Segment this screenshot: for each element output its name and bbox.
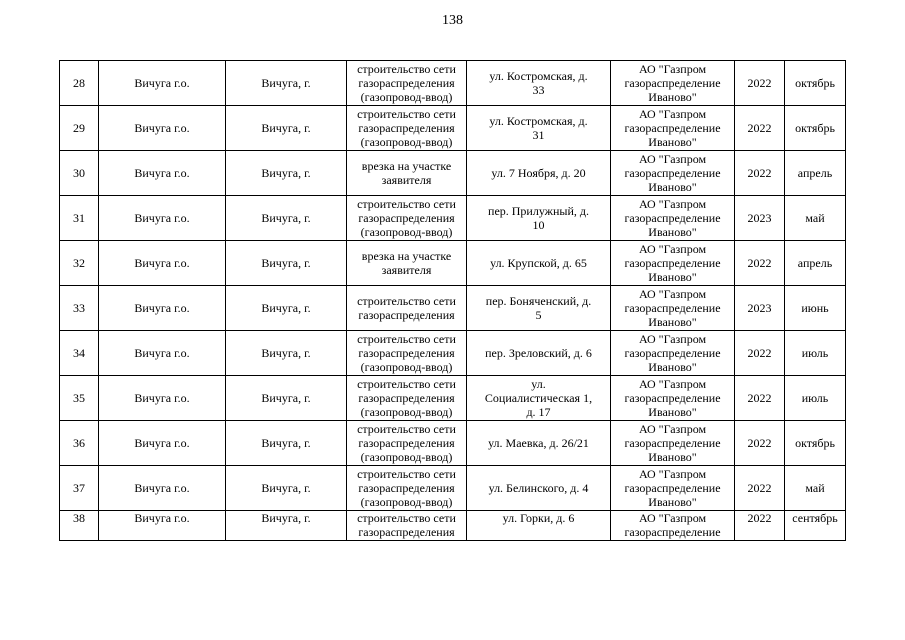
organization-line: АО "Газпром: [638, 377, 707, 391]
year-cell: 2022: [735, 331, 785, 376]
table-row: [60, 421, 846, 466]
organization-line: газораспределение: [624, 256, 721, 270]
work-type-cell: [347, 331, 467, 376]
address-line: ул. Костромская, д.: [489, 114, 588, 128]
work-type-line: строительство сети: [357, 422, 456, 436]
district-cell: Вичуга г.о.: [99, 241, 226, 286]
month-cell: июль: [785, 376, 846, 421]
organization-line: газораспределение: [624, 301, 721, 315]
address-line: ул. Горки, д. 6: [502, 511, 575, 525]
table-row: [60, 511, 846, 541]
locality-cell: Вичуга, г.: [226, 511, 347, 541]
organization-line: газораспределение: [624, 121, 721, 135]
address-cell: [467, 421, 611, 466]
work-type-line: строительство сети: [357, 377, 456, 391]
address-line: ул. Маевка, д. 26/21: [488, 436, 589, 450]
row-number-cell: 33: [60, 286, 99, 331]
row-number-cell: 30: [60, 151, 99, 196]
organization-line: Иваново": [648, 135, 697, 149]
organization-line: АО "Газпром: [638, 107, 707, 121]
district-cell: Вичуга г.о.: [99, 376, 226, 421]
organization-line: АО "Газпром: [638, 287, 707, 301]
address-cell: [467, 286, 611, 331]
work-type-line: газораспределения: [358, 391, 455, 405]
month-cell: май: [785, 466, 846, 511]
organization-line: Иваново": [648, 225, 697, 239]
address-cell: [467, 466, 611, 511]
work-type-line: заявителя: [381, 173, 432, 187]
work-type-line: строительство сети: [357, 294, 456, 308]
address-cell: [467, 376, 611, 421]
address-cell: [467, 511, 611, 541]
organization-line: АО "Газпром: [638, 332, 707, 346]
row-number-cell: 29: [60, 106, 99, 151]
row-number-cell: 37: [60, 466, 99, 511]
table-body: [60, 61, 846, 541]
month-cell: июль: [785, 331, 846, 376]
work-type-line: строительство сети: [357, 332, 456, 346]
year-cell: 2023: [735, 286, 785, 331]
year-cell: 2022: [735, 151, 785, 196]
work-type-line: газораспределения: [358, 346, 455, 360]
work-type-line: строительство сети: [357, 62, 456, 76]
work-type-line: газораспределения: [358, 481, 455, 495]
organization-line: АО "Газпром: [638, 62, 707, 76]
work-type-line: газораспределения: [358, 525, 455, 539]
organization-line: газораспределение: [624, 76, 721, 90]
year-cell: 2022: [735, 421, 785, 466]
work-type-line: заявителя: [381, 263, 432, 277]
work-type-line: газораспределения: [358, 76, 455, 90]
work-type-cell: [347, 196, 467, 241]
organization-line: АО "Газпром: [638, 467, 707, 481]
organization-line: газораспределение: [624, 525, 721, 539]
organization-line: Иваново": [648, 315, 697, 329]
work-type-cell: [347, 511, 467, 541]
organization-line: Иваново": [648, 180, 697, 194]
organization-cell: [611, 61, 735, 106]
year-cell: 2022: [735, 376, 785, 421]
row-number-cell: 31: [60, 196, 99, 241]
month-cell: октябрь: [785, 421, 846, 466]
year-cell: 2022: [735, 106, 785, 151]
address-line: пер. Боняченский, д.: [485, 294, 592, 308]
work-type-cell: [347, 61, 467, 106]
district-cell: Вичуга г.о.: [99, 61, 226, 106]
address-line: ул. Костромская, д.: [489, 69, 588, 83]
month-cell: июнь: [785, 286, 846, 331]
locality-cell: Вичуга, г.: [226, 196, 347, 241]
locality-cell: Вичуга, г.: [226, 421, 347, 466]
locality-cell: Вичуга, г.: [226, 241, 347, 286]
year-cell: 2022: [735, 61, 785, 106]
organization-line: Иваново": [648, 360, 697, 374]
district-cell: Вичуга г.о.: [99, 331, 226, 376]
address-line: 31: [532, 128, 545, 142]
organization-line: газораспределение: [624, 211, 721, 225]
organization-line: газораспределение: [624, 166, 721, 180]
organization-cell: [611, 106, 735, 151]
work-type-cell: [347, 106, 467, 151]
locality-cell: Вичуга, г.: [226, 286, 347, 331]
year-cell: 2022: [735, 466, 785, 511]
work-type-line: газораспределения: [358, 308, 455, 322]
row-number-cell: 38: [60, 511, 99, 541]
row-number-cell: 35: [60, 376, 99, 421]
month-cell: октябрь: [785, 61, 846, 106]
district-cell: Вичуга г.о.: [99, 511, 226, 541]
gas-connection-table: [59, 60, 846, 541]
table-row: [60, 376, 846, 421]
organization-cell: [611, 511, 735, 541]
address-cell: [467, 106, 611, 151]
address-line: Социалистическая 1,: [484, 391, 593, 405]
locality-cell: Вичуга, г.: [226, 376, 347, 421]
organization-line: газораспределение: [624, 346, 721, 360]
address-cell: [467, 241, 611, 286]
address-line: 10: [532, 218, 545, 232]
month-cell: май: [785, 196, 846, 241]
locality-cell: Вичуга, г.: [226, 331, 347, 376]
month-cell: апрель: [785, 241, 846, 286]
organization-line: газораспределение: [624, 391, 721, 405]
address-line: пер. Прилужный, д.: [488, 204, 589, 218]
year-cell: 2022: [735, 511, 785, 541]
work-type-line: (газопровод-ввод): [360, 135, 453, 149]
work-type-line: строительство сети: [357, 107, 456, 121]
organization-line: газораспределение: [624, 436, 721, 450]
address-line: пер. Зреловский, д. 6: [485, 346, 592, 360]
work-type-cell: [347, 286, 467, 331]
locality-cell: Вичуга, г.: [226, 106, 347, 151]
address-cell: [467, 331, 611, 376]
table-row: [60, 466, 846, 511]
district-cell: Вичуга г.о.: [99, 151, 226, 196]
row-number-cell: 32: [60, 241, 99, 286]
work-type-line: (газопровод-ввод): [360, 450, 453, 464]
work-type-cell: [347, 421, 467, 466]
organization-cell: [611, 331, 735, 376]
address-line: 33: [532, 83, 545, 97]
table-row: [60, 61, 846, 106]
address-cell: [467, 196, 611, 241]
organization-line: АО "Газпром: [638, 197, 707, 211]
work-type-line: врезка на участке: [361, 159, 452, 173]
table-row: [60, 331, 846, 376]
work-type-line: газораспределения: [358, 436, 455, 450]
organization-line: Иваново": [648, 450, 697, 464]
organization-cell: [611, 241, 735, 286]
organization-cell: [611, 376, 735, 421]
table-row: [60, 241, 846, 286]
address-line: ул. 7 Ноября, д. 20: [491, 166, 586, 180]
work-type-cell: [347, 151, 467, 196]
table-row: [60, 286, 846, 331]
table-row: [60, 196, 846, 241]
row-number-cell: 28: [60, 61, 99, 106]
organization-line: Иваново": [648, 90, 697, 104]
year-cell: 2023: [735, 196, 785, 241]
organization-line: Иваново": [648, 495, 697, 509]
district-cell: Вичуга г.о.: [99, 106, 226, 151]
organization-line: АО "Газпром: [638, 511, 707, 525]
address-line: 5: [535, 308, 542, 322]
work-type-cell: [347, 376, 467, 421]
address-cell: [467, 61, 611, 106]
work-type-cell: [347, 241, 467, 286]
district-cell: Вичуга г.о.: [99, 286, 226, 331]
page-number: 138: [442, 13, 463, 28]
work-type-line: (газопровод-ввод): [360, 360, 453, 374]
locality-cell: Вичуга, г.: [226, 61, 347, 106]
table-row: [60, 151, 846, 196]
work-type-line: строительство сети: [357, 511, 456, 525]
work-type-line: (газопровод-ввод): [360, 405, 453, 419]
district-cell: Вичуга г.о.: [99, 196, 226, 241]
organization-line: АО "Газпром: [638, 422, 707, 436]
organization-cell: [611, 286, 735, 331]
organization-cell: [611, 151, 735, 196]
organization-cell: [611, 421, 735, 466]
year-cell: 2022: [735, 241, 785, 286]
organization-line: Иваново": [648, 405, 697, 419]
organization-line: АО "Газпром: [638, 152, 707, 166]
work-type-line: (газопровод-ввод): [360, 90, 453, 104]
work-type-line: (газопровод-ввод): [360, 495, 453, 509]
work-type-cell: [347, 466, 467, 511]
work-type-line: газораспределения: [358, 211, 455, 225]
month-cell: октябрь: [785, 106, 846, 151]
organization-line: АО "Газпром: [638, 242, 707, 256]
month-cell: апрель: [785, 151, 846, 196]
work-type-line: (газопровод-ввод): [360, 225, 453, 239]
row-number-cell: 36: [60, 421, 99, 466]
work-type-line: строительство сети: [357, 197, 456, 211]
district-cell: Вичуга г.о.: [99, 466, 226, 511]
organization-line: Иваново": [648, 270, 697, 284]
month-cell: сентябрь: [785, 511, 846, 541]
organization-cell: [611, 196, 735, 241]
work-type-line: газораспределения: [358, 121, 455, 135]
work-type-line: врезка на участке: [361, 249, 452, 263]
district-cell: Вичуга г.о.: [99, 421, 226, 466]
organization-line: газораспределение: [624, 481, 721, 495]
locality-cell: Вичуга, г.: [226, 466, 347, 511]
address-line: д. 17: [526, 405, 551, 419]
address-line: ул. Белинского, д. 4: [488, 481, 589, 495]
address-cell: [467, 151, 611, 196]
locality-cell: Вичуга, г.: [226, 151, 347, 196]
address-line: ул.: [531, 377, 546, 391]
organization-cell: [611, 466, 735, 511]
work-type-line: строительство сети: [357, 467, 456, 481]
row-number-cell: 34: [60, 331, 99, 376]
address-line: ул. Крупской, д. 65: [490, 256, 587, 270]
table-row: [60, 106, 846, 151]
